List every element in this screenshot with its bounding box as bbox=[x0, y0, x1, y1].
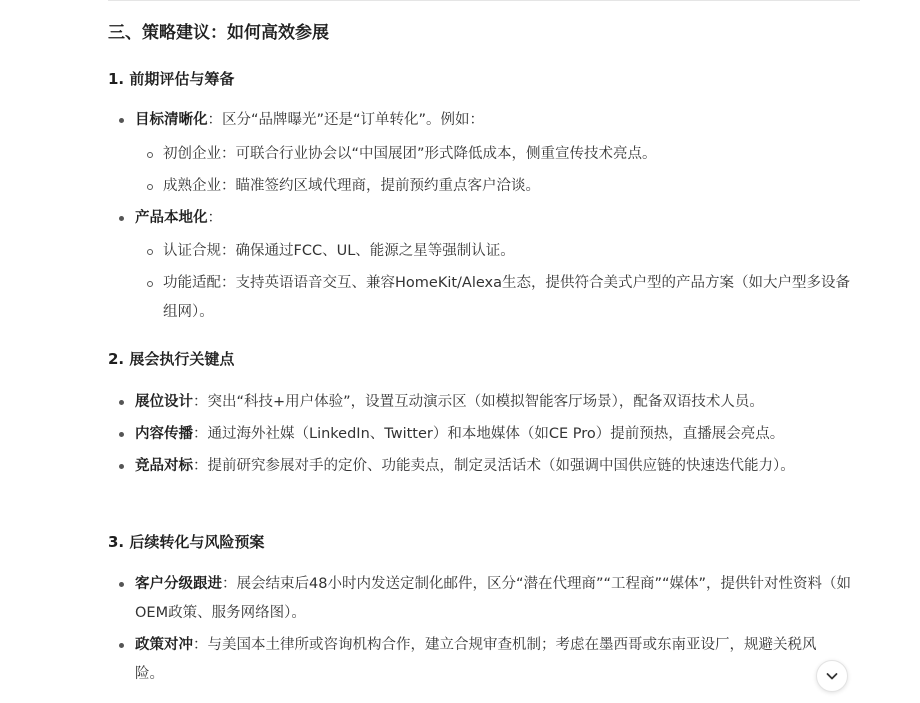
item-text: ：与美国本土律所或咨询机构合作，建立合规审查机制；考虑在墨西哥或东南亚设厂，规避关税风险。 bbox=[135, 637, 817, 682]
subitem-text: 认证合规：确保通过FCC、UL、能源之星等强制认证。 bbox=[163, 243, 515, 259]
list-item bbox=[135, 420, 857, 449]
item-bold-label: 内容传播 bbox=[135, 426, 193, 442]
hollow-bullet-icon bbox=[147, 184, 153, 190]
item-bold-label: 产品本地化 bbox=[135, 210, 208, 226]
subsection-heading-3: 3. 后续转化与风险预案 bbox=[108, 533, 265, 551]
scroll-to-bottom-button[interactable] bbox=[816, 660, 848, 692]
item-bold-label: 目标清晰化 bbox=[135, 112, 208, 128]
item-bold-label: 政策对冲 bbox=[135, 637, 193, 653]
bullet-icon bbox=[119, 464, 124, 469]
top-divider bbox=[108, 0, 860, 1]
subitem-text: 成熟企业：瞄准签约区域代理商，提前预约重点客户洽谈。 bbox=[163, 178, 540, 194]
bullet-icon bbox=[119, 118, 124, 123]
item-text: ：展会结束后48小时内发送定制化邮件，区分“潜在代理商”“工程商”“媒体”，提供针对性资料（如OEM政策、服务网络图）。 bbox=[135, 576, 852, 621]
section-title: 三、策略建议：如何高效参展 bbox=[108, 23, 329, 43]
list-item bbox=[135, 204, 857, 233]
bullet-icon bbox=[119, 216, 124, 221]
item-text: ：通过海外社媒（LinkedIn、Twitter）和本地媒体（如CE Pro）提前预热，直播展会亮点。 bbox=[193, 426, 785, 442]
list-subitem bbox=[163, 172, 857, 201]
hollow-bullet-icon bbox=[147, 249, 153, 255]
hollow-bullet-icon bbox=[147, 152, 153, 158]
list-item bbox=[135, 106, 857, 135]
subitem-text: 功能适配：支持英语语音交互、兼容HomeKit/Alexa生态，提供符合美式户型的产品方案（如大户型多设备组网）。 bbox=[163, 275, 851, 320]
bullet-icon bbox=[119, 643, 124, 648]
list-subitem bbox=[163, 269, 857, 327]
list-subitem bbox=[163, 140, 857, 169]
chevron-down-icon bbox=[824, 668, 840, 684]
subsection-heading-1: 1. 前期评估与筹备 bbox=[108, 70, 235, 88]
bullet-icon bbox=[119, 400, 124, 405]
bullet-icon bbox=[119, 432, 124, 437]
bullet-icon bbox=[119, 582, 124, 587]
item-text: ：区分“品牌曝光”还是“订单转化”。例如： bbox=[207, 112, 485, 128]
subsection-heading-2: 2. 展会执行关键点 bbox=[108, 350, 235, 368]
list-subitem bbox=[163, 237, 857, 266]
hollow-bullet-icon bbox=[147, 281, 153, 287]
item-bold-label: 客户分级跟进 bbox=[135, 576, 222, 592]
item-text: ：提前研究参展对手的定价、功能卖点，制定灵活话术（如强调中国供应链的快速迭代能力）。 bbox=[193, 458, 795, 474]
list-item bbox=[135, 452, 857, 481]
subitem-text: 初创企业：可联合行业协会以“中国展团”形式降低成本，侧重宣传技术亮点。 bbox=[163, 146, 657, 162]
item-text: ：突出“科技+用户体验”，设置互动演示区（如模拟智能客厅场景），配备双语技术人员。 bbox=[193, 394, 764, 410]
list-item bbox=[135, 388, 857, 417]
list-item bbox=[135, 570, 857, 628]
item-bold-label: 展位设计 bbox=[135, 394, 193, 410]
item-text: ： bbox=[207, 210, 222, 226]
list-item bbox=[135, 631, 825, 689]
item-bold-label: 竞品对标 bbox=[135, 458, 193, 474]
